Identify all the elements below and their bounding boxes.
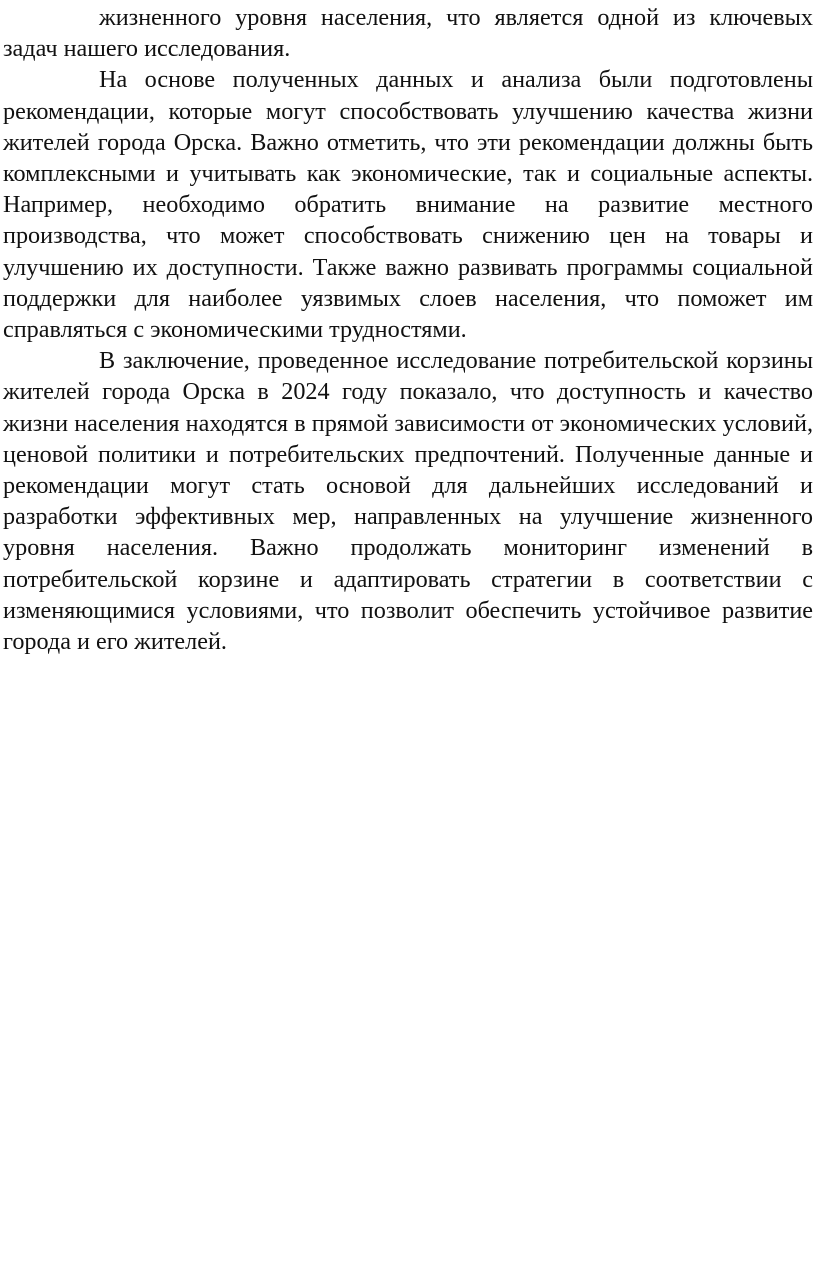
- document-page: [3, 0, 813, 657]
- paragraph-conclusion: В заключение, проведенное исследование потребительской корзины жителей города Орска в 2024 году показало, что доступность и качество жизни населения находятся в прямой зависимости от экономических условий, ценовой политики и потребительских предпочтений. Полученные данные и рекомендации могут стать основой для дальнейших исследований и разработки эффективных мер, направленных на улучшение жизненного уровня населения. Важно продолжать мониторинг изменений в потребительской корзине и адаптировать стратегии в соответствии с изменяющимися условиями, что позволит обеспечить устойчивое развитие города и его жителей.: [3, 347, 813, 656]
- paragraph-continuation: жизненного уровня населения, что является одной из ключевых задач нашего исследования.: [3, 4, 813, 63]
- paragraph-recommendations: На основе полученных данных и анализа были подготовлены рекомендации, которые могут способствовать улучшению качества жизни жителей города Орска. Важно отметить, что эти рекомендации должны быть комплексными и учитывать как экономические, так и социальные аспекты. Например, необходимо обратить внимание на развитие местного производства, что может способствовать снижению цен на товары и улучшению их доступности. Также важно развивать программы социальной поддержки для наиболее уязвимых слоев населения, что поможет им справляться с экономическими трудностями.: [3, 66, 813, 344]
